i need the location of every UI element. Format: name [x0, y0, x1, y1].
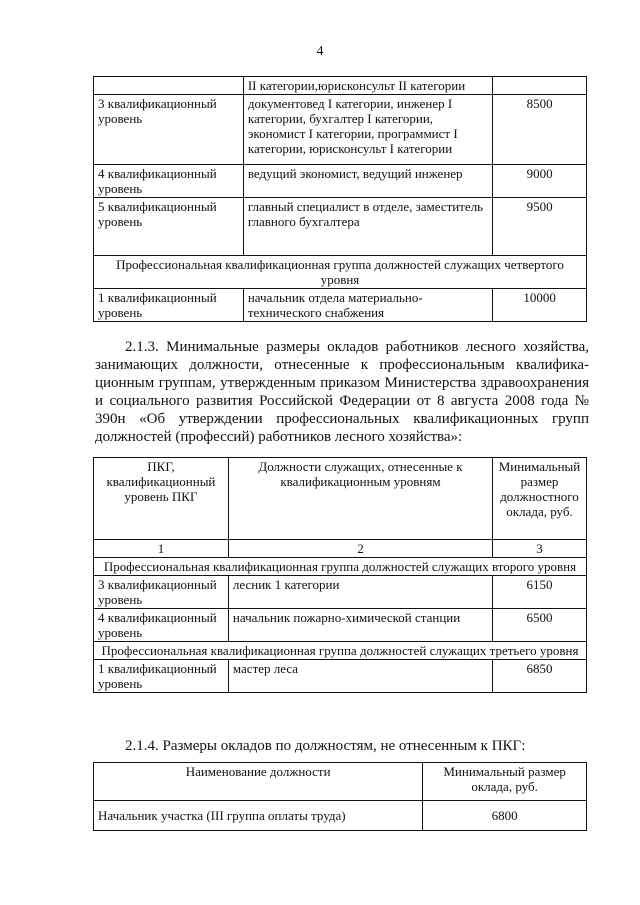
- positions-cell: начальник пожарно-химической станции: [228, 609, 492, 642]
- salary-cell: 10000: [493, 289, 587, 322]
- level-cell: 1 квалификационный уровень: [94, 660, 229, 693]
- level-cell: 4 квалификационный уровень: [94, 609, 229, 642]
- salary-cell: 6500: [493, 609, 587, 642]
- table-cell: II категории,юрисконсульт II категории: [243, 77, 492, 95]
- group-header-row: [94, 558, 587, 576]
- table-cell: [493, 77, 587, 95]
- non-pkg-salary-table: [93, 762, 587, 831]
- header-cell: ПКГ, квалификационный уровень ПКГ: [94, 458, 229, 540]
- header-row: [94, 458, 587, 540]
- page-number: 4: [316, 44, 324, 59]
- column-number: 2: [228, 540, 492, 558]
- level-cell: 4 квалификационный уровень: [94, 165, 244, 198]
- paragraph-2-1-4: 2.1.4. Размеры окладов по должностям, не отнесенным к ПКГ:: [125, 738, 526, 754]
- header-row: [94, 763, 587, 801]
- salary-cell: 8500: [493, 95, 587, 165]
- salary-cell: 9500: [493, 198, 587, 256]
- positions-cell: ведущий экономист, ведущий инженер: [243, 165, 492, 198]
- header-cell: Минимальный размер должностного оклада, руб.: [493, 458, 587, 540]
- position-name-cell: Начальник участка (III группа оплаты труда): [94, 801, 423, 831]
- positions-cell: лесник 1 категории: [228, 576, 492, 609]
- header-cell: Наименование должности: [94, 763, 423, 801]
- table-row: [94, 95, 587, 165]
- group-header: Профессиональная квалификационная группа должностей служащих четвертого уровня: [94, 256, 587, 289]
- salary-cell: 6150: [493, 576, 587, 609]
- positions-cell: главный специалист в отделе, заместитель главного бухгалтера: [243, 198, 492, 256]
- salary-table-continued: [93, 76, 587, 322]
- group-header-row: [94, 642, 587, 660]
- header-cell: Должности служащих, отнесенные к квалификационным уровням: [228, 458, 492, 540]
- level-cell: 1 квалификационный уровень: [94, 289, 244, 322]
- header-cell: Минимальный размер оклада, руб.: [423, 763, 587, 801]
- level-cell: 5 квалификационный уровень: [94, 198, 244, 256]
- forestry-salary-table: [93, 457, 587, 693]
- table-row: [94, 609, 587, 642]
- table-cell: [94, 77, 244, 95]
- level-cell: 3 квалификационный уровень: [94, 576, 229, 609]
- group-header: Профессиональная квалификационная группа должностей служащих второго уровня: [94, 558, 587, 576]
- group-header: Профессиональная квалификационная группа должностей служащих третьего уровня: [94, 642, 587, 660]
- table-row: [94, 801, 587, 831]
- paragraph-2-1-3: 2.1.3. Минимальные размеры окладов работников лесного хозяйства, занимающих должности, отнесенные к профессиональным квалифика-ционным группам, утвержденным приказом Министерства здравоохранения и социального развития Российской Федерации от 8 августа 2008 года № 390н «Об утверждении профессиональных квалификационных групп должностей (профессий) работников лесного хозяйства»:: [95, 339, 589, 445]
- salary-cell: 6800: [423, 801, 587, 831]
- salary-cell: 9000: [493, 165, 587, 198]
- salary-cell: 6850: [493, 660, 587, 693]
- column-number: 3: [493, 540, 587, 558]
- positions-cell: мастер леса: [228, 660, 492, 693]
- table-row: [94, 165, 587, 198]
- level-cell: 3 квалификационный уровень: [94, 95, 244, 165]
- table-row: [94, 77, 587, 95]
- column-number: 1: [94, 540, 229, 558]
- table-row: [94, 198, 587, 256]
- group-header-row: [94, 256, 587, 289]
- positions-cell: начальник отдела материально-технического снабжения: [243, 289, 492, 322]
- table-row: [94, 289, 587, 322]
- positions-cell: документовед I категории, инженер I категории, бухгалтер I категории, экономист I категории, программист I категории, юрисконсульт I категории: [243, 95, 492, 165]
- table-row: [94, 660, 587, 693]
- table-row: [94, 576, 587, 609]
- column-number-row: [94, 540, 587, 558]
